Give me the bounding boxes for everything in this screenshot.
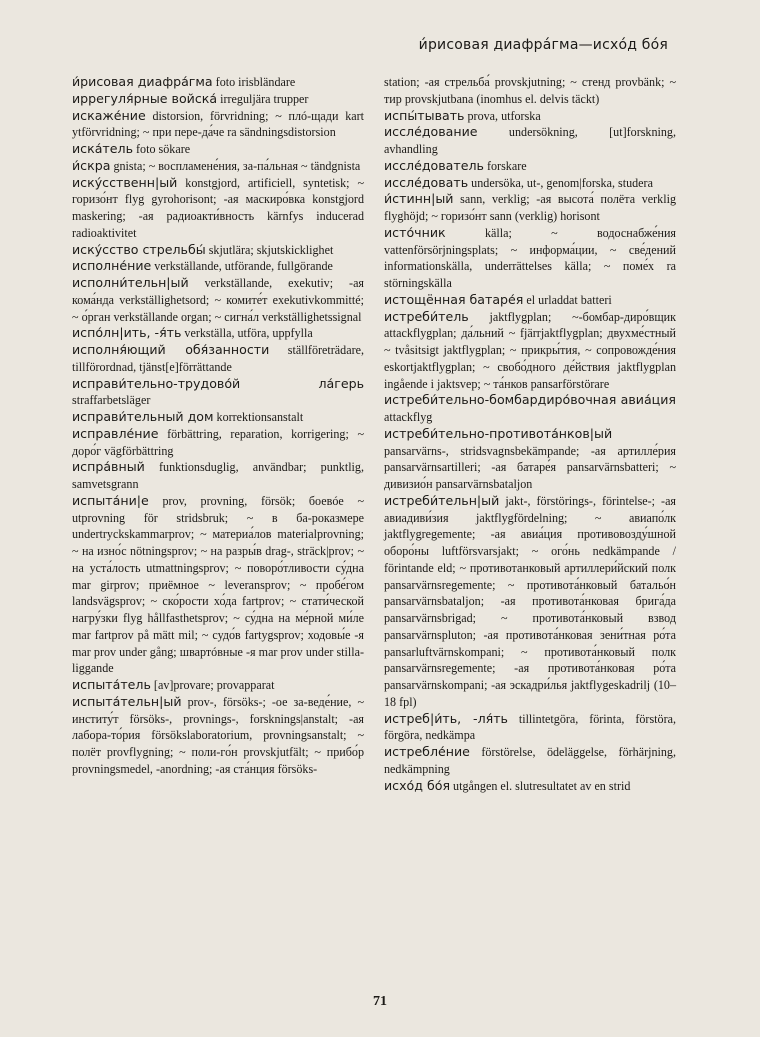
dictionary-entry — [72, 275, 364, 325]
dictionary-entry — [72, 376, 364, 410]
definition: foto irisbländare — [212, 75, 296, 89]
headword: истреби́тель — [384, 308, 469, 324]
headword: истреби́тельн|ый — [384, 492, 500, 508]
dictionary-entry — [72, 677, 364, 694]
headword: иску́сство стрельбы́ — [72, 241, 206, 257]
dictionary-entry — [384, 493, 676, 711]
headword: исправи́тельный дом — [72, 409, 214, 424]
definition: verkställa, utföra, uppfylla — [181, 326, 313, 341]
headword: иссле́дователь — [384, 157, 484, 173]
headword: исто́чник — [384, 224, 446, 240]
headword: и́стинн|ый — [384, 191, 454, 207]
dictionary-entry — [384, 124, 676, 158]
dictionary-entry — [72, 258, 364, 275]
definition: källa; ~ водоснабже́ния vattenförsörjningsplats; ~ информа́ции, ~ све́дений informationskälla, underrättelses källa; ~ поме́х ra störningskälla — [384, 225, 676, 290]
dictionary-entry — [384, 778, 676, 795]
headword: истощённая батаре́я — [384, 291, 524, 307]
definition: skjutlära; skjutskicklighet — [205, 242, 334, 257]
headword: и́рисовая диафра́гма — [72, 74, 213, 89]
headword: исхо́д бо́я — [384, 777, 451, 793]
headword: исполня́ющий обя́занности — [72, 342, 270, 357]
right-column — [384, 74, 676, 794]
headword: иссле́довать — [384, 174, 469, 190]
definition: irreguljära trupper — [217, 91, 309, 106]
headword: искаже́ние — [72, 107, 146, 123]
dictionary-entry — [72, 459, 364, 493]
headword: иску́сственн|ый — [72, 174, 178, 190]
headword: истреби́тельно-противота́нков|ый — [384, 425, 613, 441]
headword: испыта́тель — [72, 677, 151, 692]
definition: förbättring, reparation, korrigering; ~ доро́г vägförbättring — [72, 426, 364, 458]
dictionary-entry — [384, 108, 676, 125]
definition: foto sökare — [133, 142, 191, 156]
definition: jaktflygplan; ~-бомбар-диро́вщик attackflygplan; да́льний ~ fjärrjaktflygplan; двухме́стный ~ tvåsitsigt jaktflygplan; ~ прикры́тия, ~ сопровожде́ния eskortjaktflygplan; ~ свобо́дного де́йствия jaktflygplan ingående i jaktsvep; ~ та́нков pansarförstörare — [384, 309, 676, 391]
definition: undersökning, [ut]forskning, avhandling — [384, 125, 676, 156]
dictionary-entry — [72, 694, 364, 778]
definition: pansarvärns-, stridsvagnsbekämpande; -ая артилле́рия pansarvärnsartilleri; -ая батаре́я pansarvärnsbatteri; ~ дивизио́н pansarvärnsbataljon — [384, 443, 676, 491]
definition: sann, verklig; -ая высота́ полёта verklig flyghöjd; ~ горизо́нт sann (verklig) horisont — [384, 192, 676, 223]
headword: иррегуля́рные войска́ — [72, 90, 218, 106]
definition: ställföreträdare, tillförordnad, tjänst[e]förrättande — [72, 343, 364, 374]
definition: forskare — [483, 158, 527, 173]
definition: prov-, försöks-; -ое за-веде́ние, ~ институ́т försöks-, provnings-, forsknings|anstalt; -ая лабора-то́рия försökslaboratorium, provningsanstalt; ~ полёт provflygning; ~ поли-го́н provskjutfält; ~ прибо́р provningsmedel, -anordning; -ая ста́нция försöks- — [72, 694, 364, 776]
definition: prova, utforska — [464, 108, 541, 123]
definition: förstörelse, ödeläggelse, förhärjning, nedkämpning — [384, 745, 676, 776]
headword: иска́тель — [72, 141, 133, 156]
dictionary-entry — [72, 409, 364, 426]
dictionary-entry — [384, 309, 676, 393]
headword: иссле́дование — [384, 124, 478, 140]
definition: [av]provare; provapparat — [150, 678, 275, 692]
definition: korrektionsanstalt — [213, 410, 304, 424]
dictionary-entry — [384, 191, 676, 225]
definition: funktionsduglig, användbar; punktlig, samvetsgrann — [72, 460, 364, 491]
definition: konstgjord, artificiell, syntetisk; ~ горизо́нт flyg gyrohorisont; -ая маскиро́вка konstgjord maskering; -ая радиоакти́вность kärnfys inducerad radioaktivitet — [72, 175, 364, 240]
left-column — [72, 74, 364, 778]
running-head: и́рисовая диафра́гма—исхо́д бо́я — [418, 37, 668, 53]
dictionary-entry — [72, 325, 364, 342]
dictionary-entry — [384, 744, 676, 778]
headword: исполни́тельн|ый — [72, 275, 189, 290]
dictionary-entry — [72, 108, 364, 142]
definition: el urladdat batteri — [523, 292, 612, 307]
definition: undersöka, ut-, genom|forska, studera — [468, 175, 653, 190]
dictionary-entry — [384, 74, 676, 108]
dictionary-entry — [72, 158, 364, 175]
headword: истребле́ние — [384, 744, 470, 759]
definition: tillintetgöra, förinta, förstöra, förgöra, nedkämpa — [384, 711, 676, 743]
definition: verkställande, exekutiv; -ая кома́нда verkställighetsord; ~ комите́т exekutivkommitté; ~ о́рган verkställande organ; ~ сигна́л verkställighetssignal — [72, 276, 364, 324]
dictionary-entry — [72, 426, 364, 460]
definition: gnista; ~ воспламене́ния, за-па́льная ~ tändgnista — [110, 158, 361, 173]
page-number: 71 — [373, 994, 387, 1009]
dictionary-entry — [384, 426, 676, 493]
dictionary-entry — [72, 91, 364, 108]
dictionary-entry — [72, 175, 364, 242]
headword: и́скра — [72, 157, 111, 173]
headword: исправи́тельно-трудово́й ла́герь — [72, 375, 364, 391]
definition: jakt-, förstörings-, förintelse-; -ая авиадиви́зия jaktflygfördelning; ~ авиапо́лк jaktflygregemente; -ая авиа́ция противовозду́шной оборо́ны luftförsvarsjakt; ~ ого́нь nedkämpande / förintande eld; ~ противотанковый артиллери́йский полк pansarvärnsregemente; ~ противота́нковый батальо́н pansarvärnsbataljon; -ая противота́нковая брига́да pansarvärnsbrigad; ~ противота́нковый взвод pansarvärnspluton; -ая противота́нковая зени́тная ро́та pansarluftvärnskompani; ~ противота́нковый полк pansarvärnsregemente; -ая противота́нковая ро́та pansarvärnskompani; -ая эскадри́лья jaktflygeskadrilj (10–18 fpl) — [384, 493, 676, 709]
dictionary-entry — [384, 158, 676, 175]
dictionary-entry — [72, 242, 364, 259]
definition: utgången el. slutresultatet av en strid — [450, 778, 631, 793]
dictionary-entry — [72, 493, 364, 677]
headword: испы́тывать — [384, 107, 465, 123]
headword: исполне́ние — [72, 258, 152, 274]
definition: station; -ая стрельба́ provskjutning; ~ стенд provbänk; ~ тир provskjutbana (inomhus el. delvis täckt) — [384, 75, 676, 106]
definition: prov, provning, försök; боевóе ~ utprovning för stridsbruk; ~ в ба-роказмере undertryckskammarprov; ~ материа́лов materialprovning; ~ на изно́с nötningsprov; ~ на разры́в drag-, sträck|prov; ~ на уста́лость utmattningsprov; ~ поворо́тливости су́дна mar girprov; приёмное ~ leveransprov; ~ пробе́гом landsvägsprov; ~ ско́рости хо́да fartprov; ~ стати́ческой нагру́зки flyg hållfasthetsprov; ~ су́дна на ме́рной ми́ле mar fartprov på mätt mil; ~ судо́в fartygsprov; ходовы́е -я mar prov under gång; швартóвные -я mar prov under stillaliggande — [72, 493, 364, 676]
dictionary-entry — [72, 74, 364, 91]
headword: испыта́ни|е — [72, 492, 149, 508]
dictionary-entry — [384, 292, 676, 309]
headword: истреб|и́ть, -ля́ть — [384, 710, 508, 726]
dictionary-entry — [384, 392, 676, 426]
headword: исправле́ние — [72, 425, 159, 441]
headword: испо́лн|ить, -я́ть — [72, 325, 182, 341]
headword: испыта́тельн|ый — [72, 693, 182, 709]
definition: straffarbetsläger — [72, 393, 151, 408]
dictionary-entry — [72, 342, 364, 376]
headword: истреби́тельно-бомбардиро́вочная авиа́ция — [384, 392, 676, 408]
definition: verkställande, utförande, fullgörande — [151, 259, 333, 274]
dictionary-entry — [384, 175, 676, 192]
definition: attackflyg — [384, 410, 433, 424]
headword: испра́вный — [72, 459, 145, 475]
dictionary-entry — [384, 225, 676, 292]
definition: distorsion, förvridning; ~ плó-щади kart ytförvridning; ~ при пере-да́че ra sändningsdistorsion — [72, 108, 364, 140]
dictionary-entry — [384, 711, 676, 745]
dictionary-entry — [72, 141, 364, 158]
